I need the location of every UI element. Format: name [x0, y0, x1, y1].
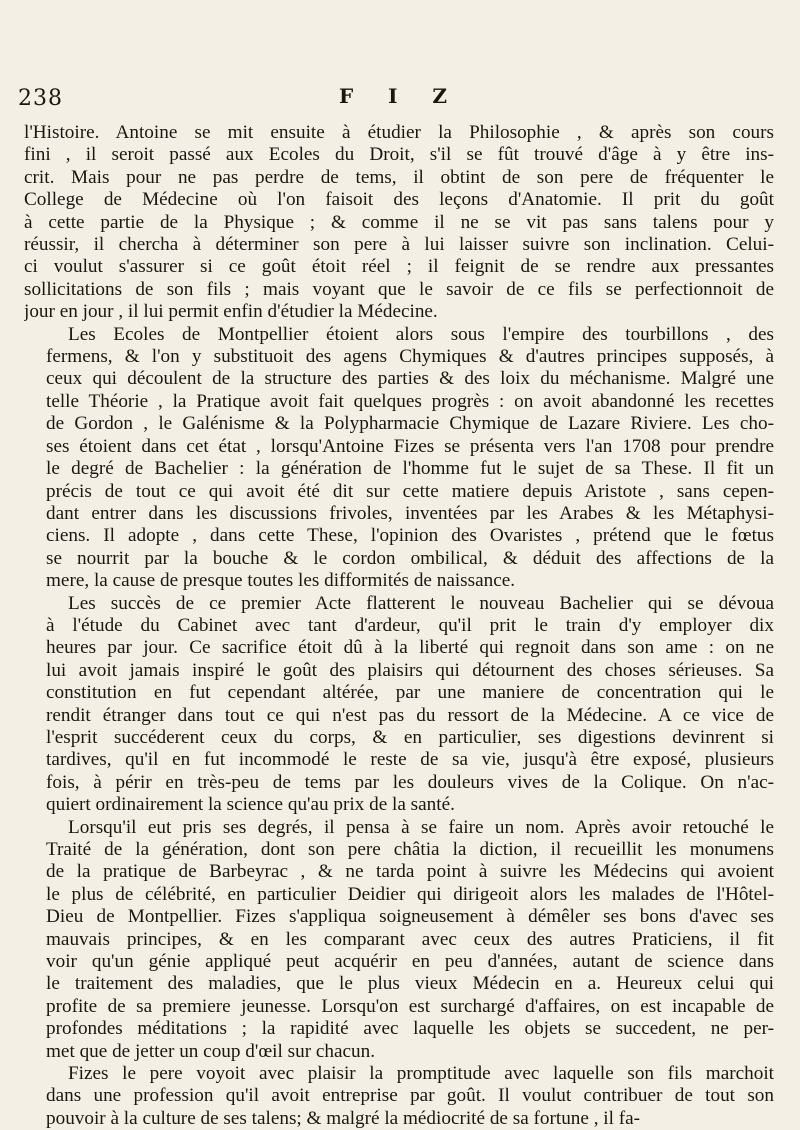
text-line: dans une profession qu'il avoit entreprise par goût. Il voulut contribuer de tout son	[46, 1085, 774, 1107]
text-line: sollicitations de son fils ; mais voyant que le savoir de ce fils se perfectionnoit de	[24, 278, 774, 300]
text-line: College de Médecine où l'on faisoit des leçons d'Anatomie. Il prit du goût	[24, 189, 774, 211]
text-line: le traitement des maladies, que le plus vieux Médecin en a. Heureux celui qui	[46, 973, 774, 995]
text-line: tardives, qu'il en fut incommodé le reste de sa vie, jusqu'à être exposé, plusieurs	[46, 749, 774, 771]
text-line: mauvais principes, & en les comparant avec ceux des autres Praticiens, il fit	[46, 928, 774, 950]
text-line: met que de jetter un coup d'œil sur chacun.	[46, 1040, 376, 1062]
body-text	[24, 122, 774, 1130]
paragraph	[24, 593, 774, 817]
text-line: de la pratique de Barbeyrac , & ne tarda point à suivre les Médecins qui avoient	[46, 861, 774, 883]
page-header	[0, 82, 800, 112]
paragraph	[24, 817, 774, 1063]
text-line: à cette partie de la Physique ; & comme il ne se vit pas sans talens pour y	[24, 211, 774, 233]
text-line: heures par jour. Ce sacrifice étoit dû à la liberté qui regnoit dans son ame : on ne	[46, 637, 774, 659]
running-head: F I Z	[338, 84, 462, 108]
text-line: telle Théorie , la Pratique avoit fait quelques progrès : on avoit abandonné les recettes	[46, 390, 774, 412]
text-line: Les succès de ce premier Acte flatterent le nouveau Bachelier qui se dévoua	[68, 592, 774, 614]
text-line: de Gordon , le Galénisme & la Polypharmacie Chymique de Lazare Riviere. Les cho-	[46, 413, 774, 435]
text-line: mere, la cause de presque toutes les difformités de naissance.	[46, 570, 516, 592]
text-line: le plus de célébrité, en particulier Deidier qui dirigeoit alors les malades de l'Hôtel-	[46, 883, 774, 905]
text-line: l'Histoire. Antoine se mit ensuite à étudier la Philosophie , & après son cours	[24, 122, 774, 143]
text-line: voir qu'un génie appliqué peut acquérir en peu d'années, autant de science dans	[46, 951, 774, 973]
text-line: ci voulut s'assurer si ce goût étoit réel ; il feignit de se rendre aux pressantes	[24, 256, 774, 278]
text-line: jour en jour , il lui permit enfin d'étudier la Médecine.	[24, 301, 438, 323]
text-line: fini , il seroit passé aux Ecoles du Droit, s'il se fût trouvé d'âge à y être ins-	[24, 144, 774, 166]
text-line: crit. Mais pour ne pas perdre de tems, il obtint de son pere de fréquenter le	[24, 166, 774, 188]
paragraph	[24, 324, 774, 593]
text-line: ceux qui découlent de la structure des parties & des loix du méchanisme. Malgré une	[46, 368, 774, 390]
text-line: Fizes le pere voyoit avec plaisir la promptitude avec laquelle son fils marchoit	[68, 1063, 774, 1085]
text-line: Lorsqu'il eut pris ses degrés, il pensa à se faire un nom. Après avoir retouché le	[68, 816, 774, 838]
paragraph	[24, 122, 774, 324]
paragraph	[24, 1063, 774, 1130]
text-line: ses étoient dans cet état , lorsqu'Antoine Fizes se présenta vers l'an 1708 pour prendre	[46, 435, 774, 457]
text-line: profondes méditations ; la rapidité avec laquelle les objets se succedent, ne per-	[46, 1018, 774, 1040]
text-line: Traité de la génération, dont son pere châtia la diction, il recueillit les monumens	[46, 839, 774, 860]
text-line: Les Ecoles de Montpellier étoient alors sous l'empire des tourbillons , des	[68, 323, 774, 345]
text-line: précis de tout ce qui avoit été dit sur cette matiere depuis Aristote , sans cepen-	[46, 480, 774, 502]
page-number: 238	[18, 86, 63, 111]
text-line: à l'étude du Cabinet avec tant d'ardeur, qu'il prit le train d'y employer dix	[46, 614, 774, 636]
text-line: profite de sa premiere jeunesse. Lorsqu'on est surchargé d'affaires, on est incapable de	[46, 995, 774, 1017]
text-line: constitution en fut cependant altérée, par une maniere de concentration qui le	[46, 682, 774, 704]
text-line: Dieu de Montpellier. Fizes s'appliqua soigneusement à démêler ses bons d'avec ses	[46, 906, 774, 928]
text-line: lui avoit jamais inspiré le goût des plaisirs qui détournent des choses sérieuses. Sa	[46, 659, 774, 681]
text-line: se nourrit par la bouche & le cordon ombilical, & déduit des affections de la	[46, 547, 774, 569]
text-line: dant entrer dans les discussions frivoles, inventées par les Arabes & les Métaphysi-	[46, 502, 774, 524]
text-line: rendit étranger dans tout ce qui n'est pas du ressort de la Médecine. A ce vice de	[46, 704, 774, 726]
text-line: le degré de Bachelier : la génération de l'homme fut le sujet de sa These. Il fit un	[46, 458, 774, 480]
text-line: ciens. Il adopte , dans cette These, l'opinion des Ovaristes , prétend que le fœtus	[46, 525, 774, 547]
text-line: quiert ordinairement la science qu'au prix de la santé.	[46, 794, 455, 816]
text-line: fermens, & l'on y substituoit des agens Chymiques & d'autres principes supposés, à	[46, 346, 774, 368]
text-line: fois, à périr en très-peu de tems par les douleurs vives de la Colique. On n'ac-	[46, 771, 774, 793]
text-line: réussir, il chercha à déterminer son pere à lui laisser suivre son inclination. Celui-	[24, 234, 774, 256]
text-line: l'esprit succéderent ceux du corps, & en particulier, ses digestions devinrent si	[46, 726, 774, 748]
text-line: pouvoir à la culture de ses talens; & malgré la médiocrité de sa fortune , il fa-	[46, 1107, 641, 1129]
